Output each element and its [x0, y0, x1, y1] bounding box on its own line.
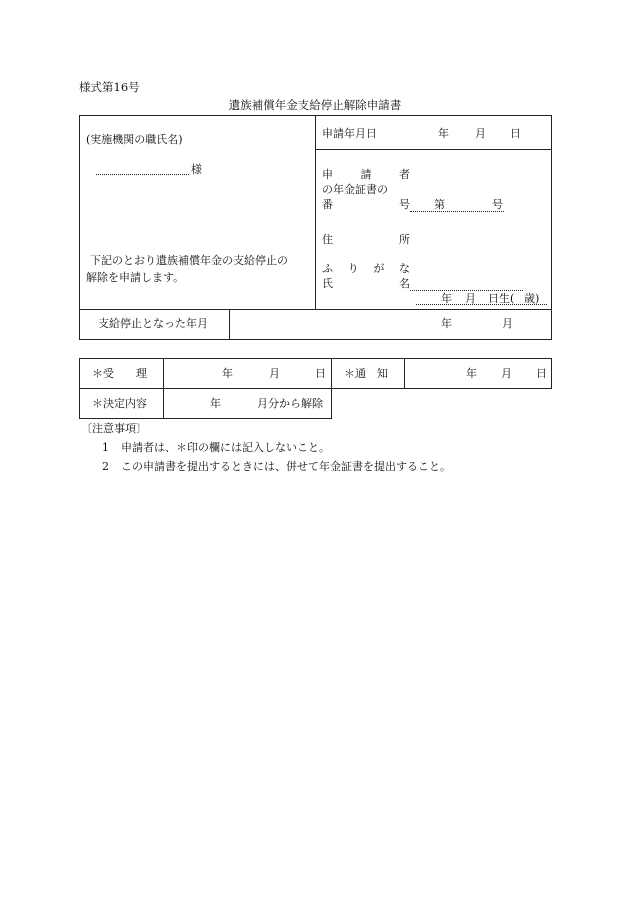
- office-table-left: [79, 358, 80, 419]
- addressee-name-field[interactable]: [96, 174, 189, 175]
- label-char: 申: [322, 168, 333, 181]
- birth-year: 年: [441, 292, 452, 305]
- notice-year: 年: [466, 367, 477, 380]
- note-number: 1: [102, 441, 109, 454]
- application-date-label: 申請年月日: [322, 127, 377, 140]
- pension-cert-label-line3: [322, 199, 410, 210]
- notice-month: 月: [501, 367, 512, 380]
- decision-year: 年: [210, 397, 221, 410]
- label-char: 氏: [322, 277, 333, 290]
- note-text: この申請書を提出するときには、併せて年金証書を提出すること。: [121, 460, 451, 473]
- office-table-col1: [163, 358, 164, 419]
- office-table-bottom: [79, 418, 332, 419]
- label-char: 号: [399, 198, 410, 211]
- label-char: 名: [399, 277, 410, 290]
- note-text: 申請者は、＊印の欄には記入しないこと。: [121, 441, 330, 454]
- address-label: [322, 234, 410, 245]
- request-text-line2: 解除を申請します。: [86, 271, 185, 284]
- suspension-month: 月: [502, 317, 513, 330]
- application-date-divider: [315, 149, 552, 150]
- receipt-month: 月: [269, 367, 280, 380]
- table-column-divider: [315, 115, 316, 309]
- label-char: ふ: [322, 262, 333, 275]
- notice-label: ＊通 知: [344, 367, 388, 380]
- pension-cert-dai: 第: [434, 198, 445, 211]
- furigana-label: [322, 263, 410, 274]
- form-title: 遺族補償年金支給停止解除申請書: [228, 98, 402, 112]
- form-number: 様式第16号: [79, 80, 140, 94]
- suspension-year: 年: [441, 317, 452, 330]
- receipt-year: 年: [222, 367, 233, 380]
- label-char: 請: [360, 168, 372, 181]
- suspension-column-divider: [229, 309, 230, 340]
- label-char: 者: [399, 168, 410, 181]
- label-char: な: [398, 262, 410, 275]
- birth-age: 歳): [524, 292, 540, 305]
- label-char: り: [347, 262, 359, 275]
- birth-month: 月: [465, 292, 476, 305]
- office-table-col2: [331, 358, 332, 419]
- office-table-right: [551, 358, 552, 389]
- label-char: 番: [322, 198, 333, 211]
- birth-day: 日生(: [488, 292, 515, 305]
- pension-cert-number-field[interactable]: [410, 211, 504, 212]
- office-table-top: [79, 358, 552, 359]
- receipt-day: 日: [315, 367, 326, 380]
- pension-cert-label-line1: [322, 169, 410, 180]
- notes-heading: 〔注意事項〕: [81, 422, 147, 435]
- application-date-month: 月: [475, 127, 486, 140]
- receipt-label: ＊受 理: [92, 367, 147, 380]
- pension-cert-label-line2: の年金証書の: [322, 183, 388, 196]
- suspension-label: 支給停止となった年月: [98, 317, 208, 330]
- label-char: 所: [399, 233, 410, 246]
- name-label: [322, 278, 410, 289]
- table-border-bottom: [79, 339, 552, 340]
- decision-label: ＊決定内容: [92, 397, 147, 410]
- label-char: が: [373, 262, 385, 275]
- addressee-label: (実施機関の職氏名): [86, 133, 183, 146]
- decision-text: 月分から解除: [257, 397, 323, 410]
- office-table-mid: [79, 388, 552, 389]
- note-number: 2: [102, 460, 109, 473]
- request-text-line1: 下記のとおり遺族補償年金の支給停止の: [90, 254, 288, 267]
- table-border-left: [79, 115, 80, 340]
- application-date-year: 年: [438, 127, 449, 140]
- application-date-day: 日: [510, 127, 521, 140]
- office-table-col3: [404, 358, 405, 389]
- table-row-divider: [79, 309, 552, 310]
- notice-day: 日: [536, 367, 547, 380]
- label-char: 住: [322, 233, 333, 246]
- addressee-honorific: 様: [191, 163, 202, 176]
- pension-cert-go: 号: [492, 198, 503, 211]
- name-field[interactable]: [410, 290, 523, 291]
